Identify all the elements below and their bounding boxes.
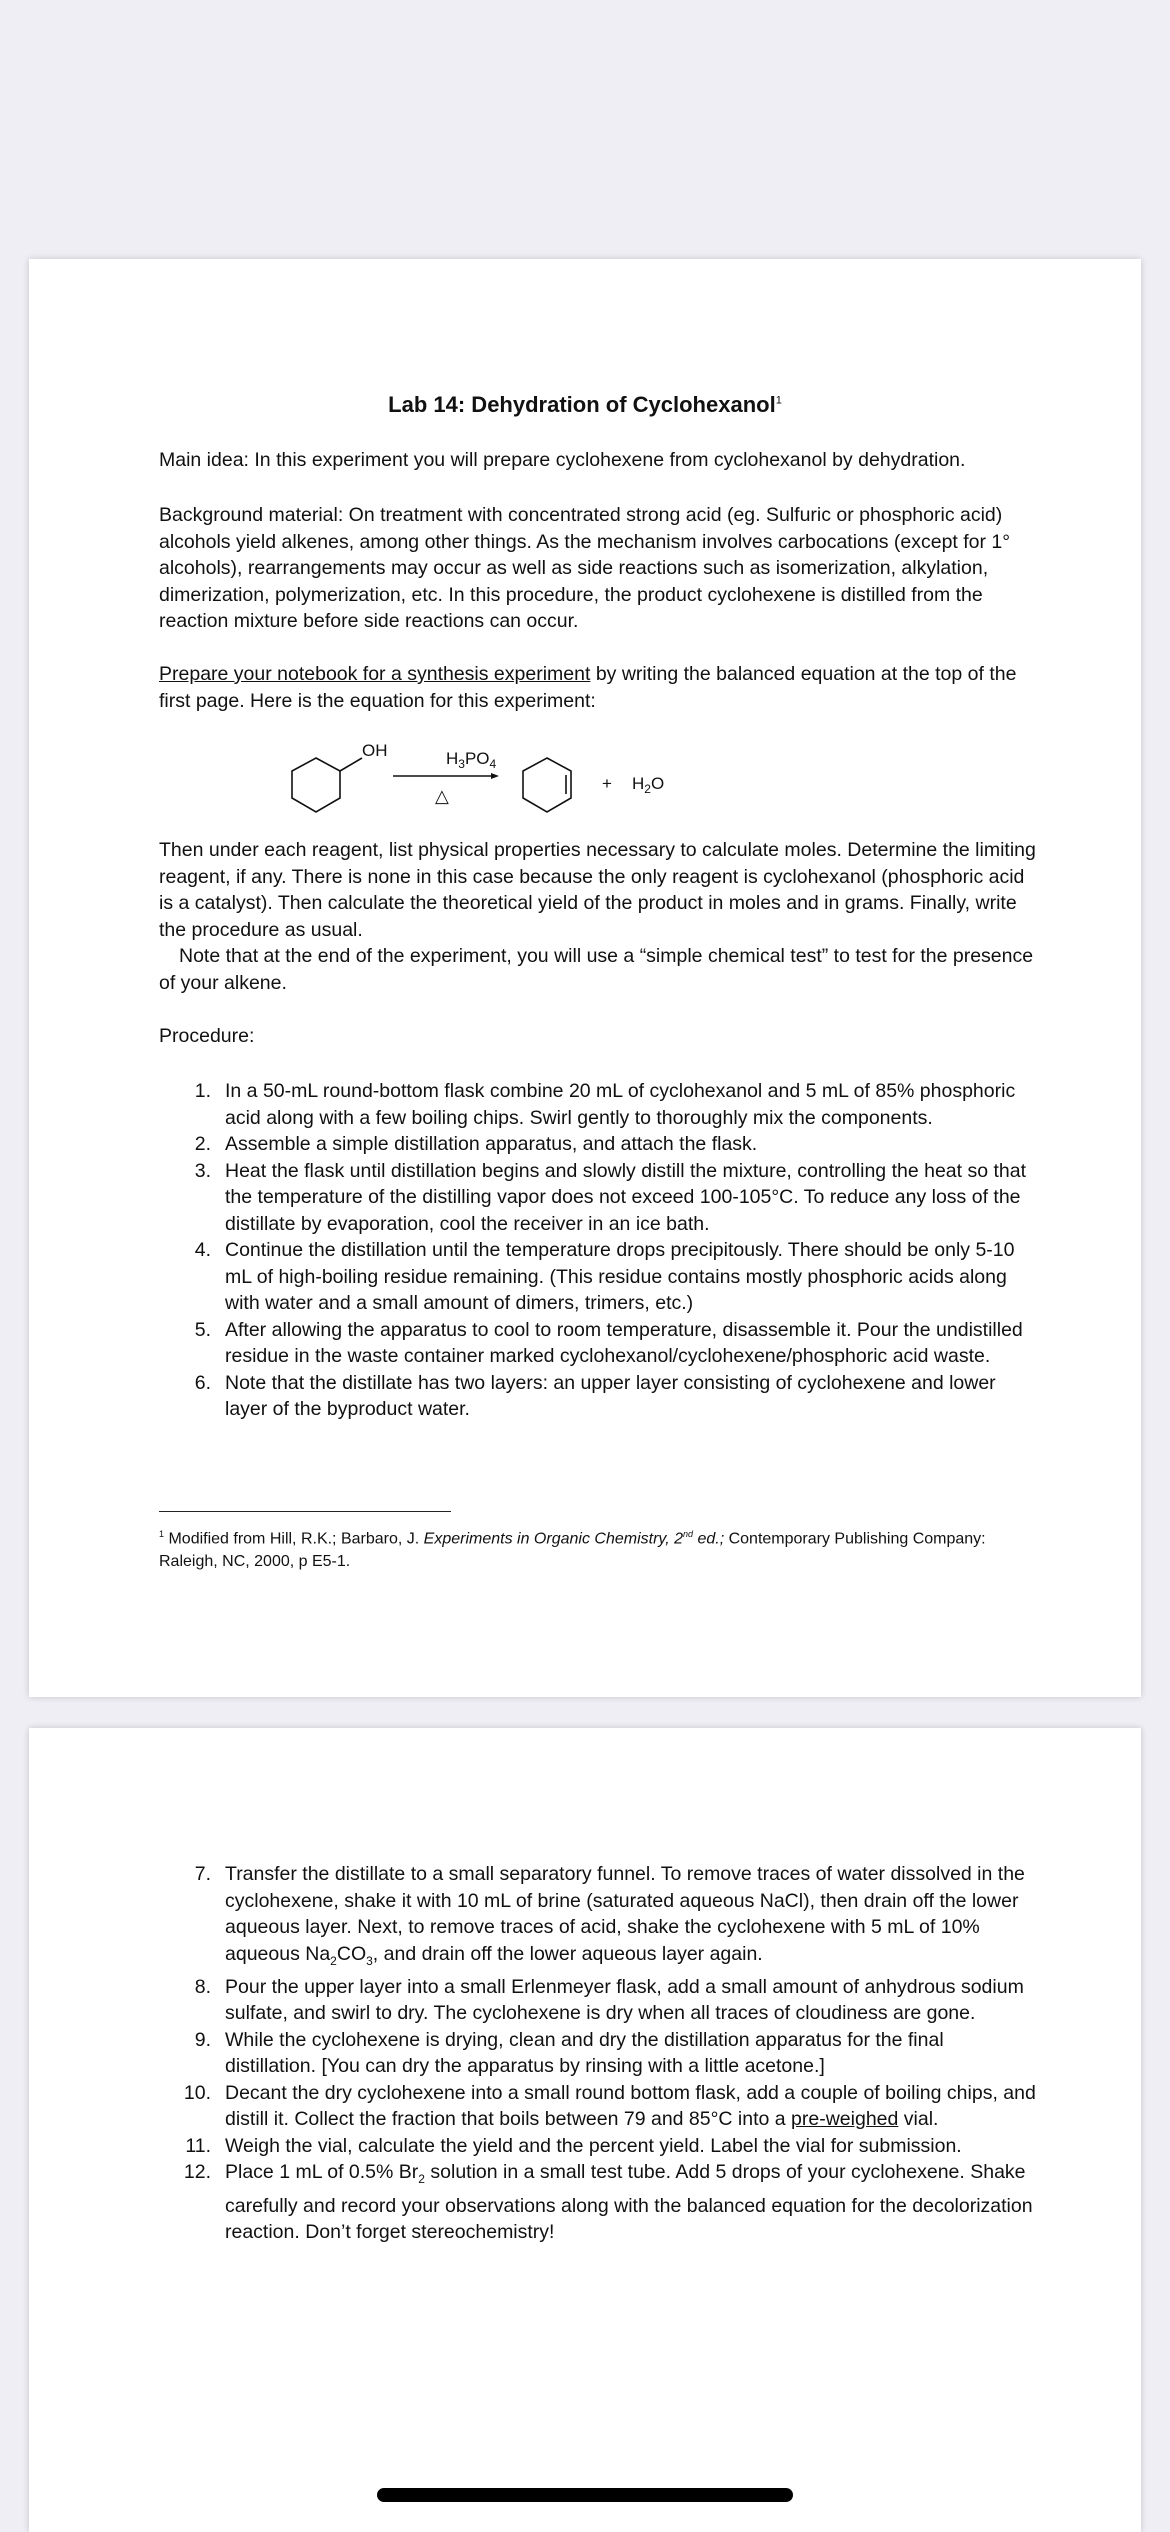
then-under-paragraph bbox=[159, 837, 1039, 996]
document-page-1 bbox=[29, 259, 1141, 1697]
procedure-list-2 bbox=[159, 1861, 1039, 2246]
step-number: 2. bbox=[194, 1133, 211, 1155]
step-text: Place 1 mL of 0.5% Br bbox=[225, 2161, 419, 2184]
home-indicator[interactable] bbox=[377, 2488, 793, 2502]
footnote-italic-2: ed.; bbox=[693, 1530, 725, 1548]
step-text: While the cyclohexene is drying, clean and dry the distillation apparatus for the final distillation. [You can dry the apparatus by rinsing with a little acetone.] bbox=[225, 2028, 944, 2078]
step-number: 10. bbox=[183, 2081, 211, 2104]
list-item bbox=[159, 1158, 1039, 1238]
footnote bbox=[159, 1523, 1039, 1573]
step-text: solution in a small test tube. Add 5 drops of your cyclohexene. Shake carefully and record your observations along with the balanced equation for the decolorization reaction. Don’t forget stereochemistry! bbox=[225, 2161, 1033, 2244]
main-idea bbox=[159, 447, 1039, 474]
step-number: 11. bbox=[185, 2134, 211, 2157]
prepare-paragraph bbox=[159, 661, 1039, 714]
list-item bbox=[159, 1861, 1039, 1974]
step-text: Pour the upper layer into a small Erlenmeyer flask, add a small amount of anhydrous sodium sulfate, and swirl to dry. The cyclohexene is dry when all traces of cloudiness are gone. bbox=[225, 1975, 1024, 2025]
footnote-sup: nd bbox=[683, 1529, 694, 1539]
step-number: 8. bbox=[194, 1975, 211, 1998]
step-number: 6. bbox=[194, 1371, 211, 1394]
oh-label: OH bbox=[362, 741, 388, 760]
list-item bbox=[159, 2027, 1039, 2080]
procedure-heading bbox=[159, 1023, 1039, 1050]
prepare-rest: by writing the balanced equation at the top of the first page. Here is the equation for this experiment: bbox=[159, 663, 1017, 712]
step-text: In a 50-mL round-bottom flask combine 20 mL of cyclohexanol and 5 mL of 85% phosphoric acid along with a few boiling chips. Swirl gently to thoroughly mix the components. bbox=[225, 1080, 1016, 1129]
list-item bbox=[159, 1974, 1039, 2027]
step-text: Decant the dry cyclohexene into a small round bottom flask, add a couple of boiling chips, and distill it. Collect the fraction that boils between 79 and 85°C into a bbox=[225, 2081, 1036, 2131]
step-number: 4. bbox=[194, 1239, 211, 1261]
step-number: 3. bbox=[194, 1159, 211, 1182]
step-number: 12. bbox=[183, 2161, 211, 2184]
list-item bbox=[159, 2133, 1039, 2160]
cyclohexanol-structure bbox=[292, 758, 362, 812]
step-text: Transfer the distillate to a small separatory funnel. To remove traces of water dissolved in the cyclohexene, shake it with 10 mL of brine (saturated aqueous NaCl), then drain off the lower aqueous layer. Next, to remove traces of acid, shake the cyclohexene with 5 mL of 10% aqueous Na bbox=[225, 1863, 1025, 1965]
background-paragraph bbox=[159, 502, 1039, 635]
reagent-label: $H_3PO_4$ bbox=[446, 749, 497, 771]
list-item bbox=[159, 1370, 1039, 1423]
step-text: Assemble a simple distillation apparatus, and attach the flask. bbox=[225, 1133, 758, 1155]
footnote-after: Contemporary Publishing Company: Raleigh, NC, 2000, p E5-1. bbox=[159, 1530, 986, 1571]
cyclohexene-structure bbox=[523, 758, 571, 812]
c-o-bond bbox=[340, 758, 362, 771]
water-label: $H_2O$ bbox=[632, 774, 665, 796]
footnote-before: Modified from Hill, R.K.; Barbaro, J. bbox=[164, 1530, 424, 1548]
page-title bbox=[29, 392, 1141, 418]
step-number: 9. bbox=[194, 2028, 211, 2051]
step-text: After allowing the apparatus to cool to room temperature, disassemble it. Pour the undistilled residue in the waste container marked cyclohexanol/cyclohexene/phosphoric acid waste. bbox=[225, 1318, 1023, 1367]
heat-symbol: △ bbox=[435, 786, 449, 807]
step-text: vial. bbox=[898, 2108, 939, 2131]
list-item bbox=[159, 1131, 1039, 1158]
step-text: Continue the distillation until the temperature drops precipitously. There should be only 5-10 mL of high-boiling residue remaining. (This residue contains mostly phosphoric acids along with water and a small amount of dimers, trimers, etc.) bbox=[225, 1239, 1015, 1314]
procedure-list-1 bbox=[159, 1078, 1039, 1423]
subscript: 3 bbox=[366, 1953, 373, 1968]
step-text: , and drain off the lower aqueous layer again. bbox=[372, 1942, 763, 1965]
arrowhead bbox=[491, 773, 499, 779]
title-text: Lab 14: Dehydration of Cyclohexanol bbox=[388, 392, 776, 417]
procedure-heading-text: Procedure: bbox=[159, 1025, 255, 1047]
cyclohexene-ring bbox=[523, 758, 571, 812]
list-item bbox=[159, 1078, 1039, 1131]
list-item bbox=[159, 1237, 1039, 1317]
footnote-mark: 1 bbox=[159, 1529, 165, 1539]
reaction-equation bbox=[29, 729, 1141, 849]
footnote-divider bbox=[159, 1511, 451, 1512]
step-number: 5. bbox=[194, 1318, 211, 1341]
step-number: 1. bbox=[194, 1080, 211, 1102]
note-text: Note that at the end of the experiment, you will use a “simple chemical test” to test for the presence of your alkene. bbox=[159, 945, 1034, 994]
main-idea-text: Main idea: In this experiment you will prepare cyclohexene from cyclohexanol by dehydration. bbox=[159, 449, 966, 471]
footnote-italic: Experiments in Organic Chemistry, 2 bbox=[423, 1530, 683, 1548]
step-text: Heat the flask until distillation begins and slowly distill the mixture, controlling the heat so that the temperature of the distilling vapor does not exceed 100-105°C. To reduce any loss of the distillate by evaporation, cool the receiver in an ice bath. bbox=[225, 1159, 1027, 1235]
list-item bbox=[159, 1317, 1039, 1370]
prepare-underlined: Prepare your notebook for a synthesis experiment bbox=[159, 663, 591, 685]
then-under-text: Then under each reagent, list physical properties necessary to calculate moles. Determine the limiting reagent, if any. There is none in this case because the only reagent is cyclohexanol (phosphoric acid is a catalyst). Then calculate the theoretical yield of the product in moles and in grams. Finally, write the procedure as usual. bbox=[159, 839, 1036, 941]
document-page-2 bbox=[29, 1728, 1141, 2532]
step-number: 7. bbox=[194, 1863, 211, 1885]
subscript: 2 bbox=[330, 1953, 337, 1968]
step-text: Weigh the vial, calculate the yield and the percent yield. Label the vial for submission. bbox=[225, 2134, 962, 2157]
cyclohexanol-ring bbox=[292, 758, 340, 812]
list-item bbox=[159, 2159, 1039, 2245]
step-text: CO bbox=[336, 1942, 367, 1965]
background-text: Background material: On treatment with concentrated strong acid (eg. Sulfuric or phosphoric acid) alcohols yield alkenes, among other things. As the mechanism involves carbocations (except for 1° alcohols), rearrangements may occur as well as side reactions such as isomerization, alkylation, dimerization, polymerization, etc. In this procedure, the product cyclohexene is distilled from the reaction mixture before side reactions can occur. bbox=[159, 504, 1011, 632]
list-item bbox=[159, 2080, 1039, 2133]
underlined-text: pre-weighed bbox=[791, 2108, 899, 2131]
title-footnote-mark: 1 bbox=[775, 394, 782, 407]
subscript: 2 bbox=[418, 2172, 425, 2187]
step-text: Note that the distillate has two layers: an upper layer consisting of cyclohexene and lower layer of the byproduct water. bbox=[225, 1371, 996, 1420]
plus-sign: + bbox=[602, 774, 612, 793]
